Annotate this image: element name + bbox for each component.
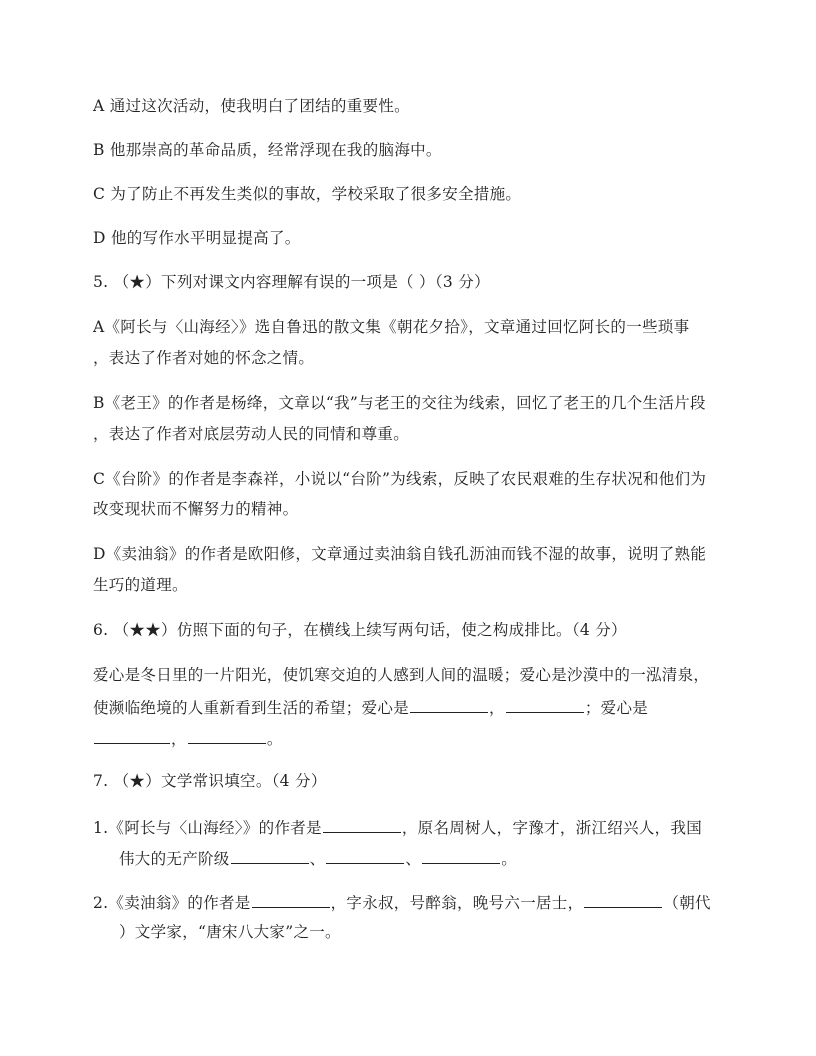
answer-blank[interactable] bbox=[584, 891, 662, 908]
q5-option-c-line1: C《台阶》的作者是李森祥，小说以“台阶”为线索，反映了农民艰难的生存状况和他们为 bbox=[93, 470, 707, 488]
q7-item1-suffix: ，原名周树人，字豫才，浙江绍兴人，我国 bbox=[401, 819, 703, 837]
q7-item1-prefix: 1.《阿长与〈山海经〉》的作者是 bbox=[93, 819, 322, 837]
q7-item2-middle: ，字永叔，号醉翁，晚号六一居士， bbox=[330, 894, 584, 912]
q6-comma: ， bbox=[171, 730, 187, 748]
answer-blank[interactable] bbox=[252, 891, 330, 908]
q7-item2-prefix: 2.《卖油翁》的作者是 bbox=[93, 894, 251, 912]
answer-blank[interactable] bbox=[231, 847, 309, 864]
q5-option-c-line2: 改变现状而不懈努力的精神。 bbox=[93, 500, 299, 518]
answer-blank[interactable] bbox=[323, 816, 401, 833]
q6-example-line1: 爱心是冬日里的一片阳光，使饥寒交迫的人感到人间的温暖；爱心是沙漠中的一泓清泉， bbox=[93, 666, 710, 684]
q5-option-d-line2: 生巧的道理。 bbox=[93, 576, 188, 594]
q6-line2-prefix: 使濒临绝境的人重新看到生活的希望；爱心是 bbox=[93, 699, 410, 717]
q5-stem: 5. （★）下列对课文内容理解有误的一项是（ ）（3 分） bbox=[93, 273, 490, 291]
q7-stem: 7. （★）文学常识填空。（4 分） bbox=[93, 772, 327, 790]
q7-item2-line1 bbox=[93, 891, 733, 913]
q5-option-a-line2: ，表达了作者对她的怀念之情。 bbox=[93, 349, 315, 367]
q6-answer-line bbox=[93, 727, 733, 749]
q7-period: 。 bbox=[501, 850, 518, 868]
q5-option-d-line1: D《卖油翁》的作者是欧阳修，文章通过卖油翁自钱孔沥油而钱不湿的故事，说明了熟能 bbox=[93, 545, 707, 563]
q5-option-b-line1: B《老王》的作者是杨绛，文章以“我”与老王的交往为线索，回忆了老王的几个生活片段 bbox=[93, 394, 706, 412]
q7-item2-suffix: （朝代 bbox=[663, 894, 711, 912]
answer-blank[interactable] bbox=[188, 727, 266, 744]
q7-item1-line2 bbox=[119, 847, 759, 869]
q7-item1-line1 bbox=[93, 816, 733, 838]
q6-comma: ， bbox=[489, 699, 505, 717]
answer-blank[interactable] bbox=[410, 696, 488, 713]
q5-option-a-line1: A《阿长与〈山海经〉》选自鲁迅的散文集《朝花夕拾》，文章通过回忆阿长的一些琐事 bbox=[93, 318, 690, 336]
q7-item1-line2-prefix: 伟大的无产阶级 bbox=[119, 850, 230, 868]
q5-option-b-line2: ，表达了作者对底层劳动人民的同情和尊重。 bbox=[93, 425, 410, 443]
q7-enum-sep: 、 bbox=[309, 850, 326, 868]
answer-blank[interactable] bbox=[94, 727, 170, 744]
q6-period: 。 bbox=[266, 730, 283, 748]
q4-option-c: C 为了防止不再发生类似的事故，学校采取了很多安全措施。 bbox=[93, 185, 522, 203]
q4-option-b: B 他那崇高的革命品质，经常浮现在我的脑海中。 bbox=[93, 141, 442, 159]
q6-line2-suffix: 爱心是 bbox=[600, 699, 649, 717]
q7-enum-sep: 、 bbox=[405, 850, 422, 868]
q4-option-d: D 他的写作水平明显提高了。 bbox=[93, 229, 301, 247]
q6-semicolon: ； bbox=[584, 699, 601, 717]
answer-blank[interactable] bbox=[326, 847, 404, 864]
q4-option-a: A 通过这次活动，使我明白了团结的重要性。 bbox=[93, 97, 410, 115]
q7-item2-line2: ）文学家，“唐宋八大家”之一。 bbox=[119, 923, 341, 941]
answer-blank[interactable] bbox=[506, 696, 584, 713]
q6-example-line2 bbox=[93, 696, 733, 718]
answer-blank[interactable] bbox=[422, 847, 500, 864]
q6-stem: 6. （★★）仿照下面的句子，在横线上续写两句话，使之构成排比。（4 分） bbox=[93, 621, 627, 639]
